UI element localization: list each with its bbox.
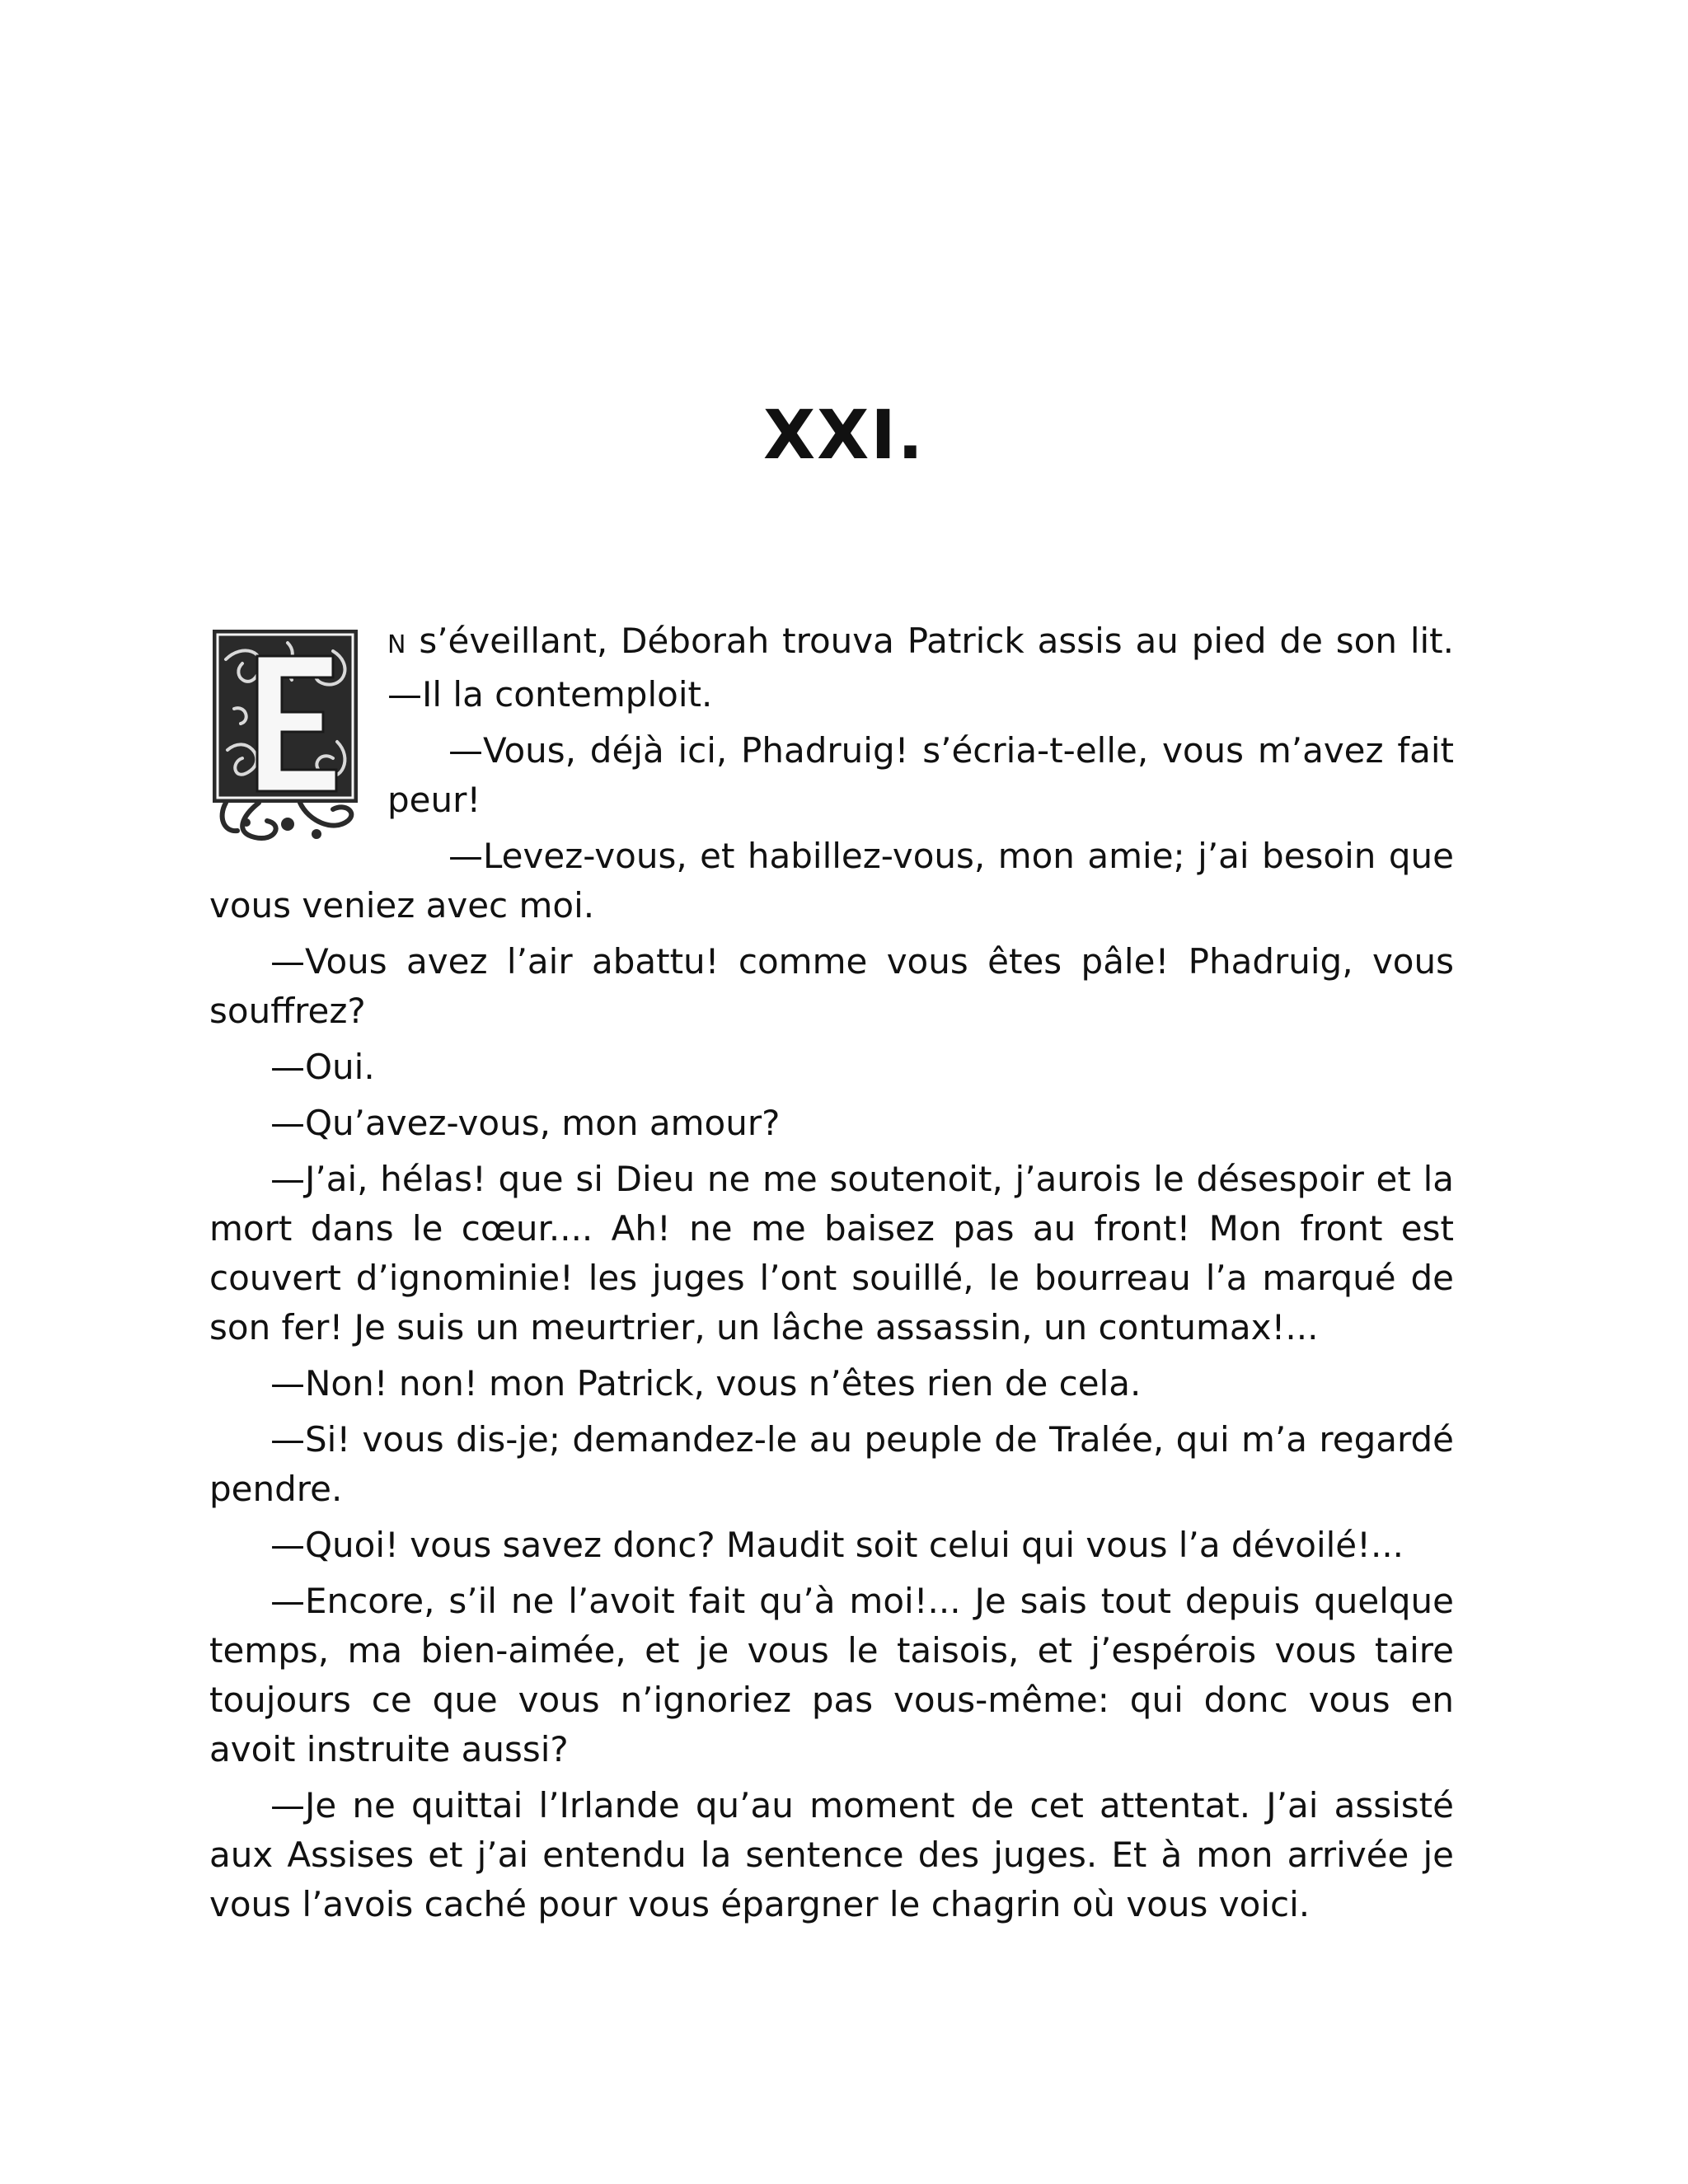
paragraph-4	[209, 937, 1454, 1036]
ornamental-initial-E-icon	[209, 626, 373, 842]
paragraph-text: —Levez-vous, et habillez-vous, mon amie; j’ai besoin que vous veniez avec moi.	[209, 836, 1454, 926]
paragraph-11	[209, 1577, 1454, 1774]
paragraph-1	[209, 616, 1454, 719]
paragraph-7	[209, 1155, 1454, 1352]
paragraph-9	[209, 1415, 1454, 1514]
chapter-text	[209, 616, 1454, 1936]
paragraph-text: —J’ai, hélas! que si Dieu ne me soutenoit, j’aurois le désespoir et la mort dans le cœur.... Ah! ne me baisez pas au front! Mon front est couvert d’ignominie! les juges l’ont souillé, le bourreau l’a marqué de son fer! Je suis un meurtrier, un lâche assassin, un contumax!...	[209, 1159, 1454, 1347]
paragraph-text: —Si! vous dis-je; demandez-le au peuple de Tralée, qui m’a regardé pendre.	[209, 1419, 1454, 1509]
paragraph-8	[209, 1359, 1454, 1408]
drop-cap-continuation: N	[387, 630, 406, 659]
paragraph-2	[209, 726, 1454, 825]
chapter-title: XXI.	[762, 396, 926, 475]
paragraph-text: —Je ne quittai l’Irlande qu’au moment de cet attentat. J’ai assisté aux Assises et j’ai entendu la sentence des juges. Et à mon arrivée je vous l’avois caché pour vous épargner le chagrin où vous voici.	[209, 1785, 1454, 1924]
paragraph-text: s’éveillant, Déborah trouva Patrick assis au pied de son lit. —Il la contemploit.	[387, 621, 1454, 715]
paragraph-text: —Oui.	[270, 1047, 375, 1087]
paragraph-3	[209, 832, 1454, 930]
paragraph-5	[209, 1043, 1454, 1092]
paragraph-text: —Qu’avez-vous, mon amour?	[270, 1103, 781, 1143]
paragraph-12	[209, 1781, 1454, 1929]
paragraph-6	[209, 1099, 1454, 1148]
paragraph-text: —Vous, déjà ici, Phadruig! s’écria-t-elle, vous m’avez fait peur!	[387, 730, 1454, 820]
paragraph-10	[209, 1521, 1454, 1570]
paragraph-text: —Vous avez l’air abattu! comme vous êtes pâle! Phadruig, vous souffrez?	[209, 941, 1454, 1031]
paragraph-text: —Non! non! mon Patrick, vous n’êtes rien de cela.	[270, 1363, 1142, 1404]
paragraph-text: —Encore, s’il ne l’avoit fait qu’à moi!... Je sais tout depuis quelque temps, ma bien-aimée, et je vous le taisois, et j’espérois vous taire toujours ce que vous n’ignoriez pas vous-même: qui donc vous en avoit instruite aussi?	[209, 1581, 1454, 1769]
paragraph-text: —Quoi! vous savez donc? Maudit soit celui qui vous l’a dévoilé!...	[270, 1525, 1404, 1565]
